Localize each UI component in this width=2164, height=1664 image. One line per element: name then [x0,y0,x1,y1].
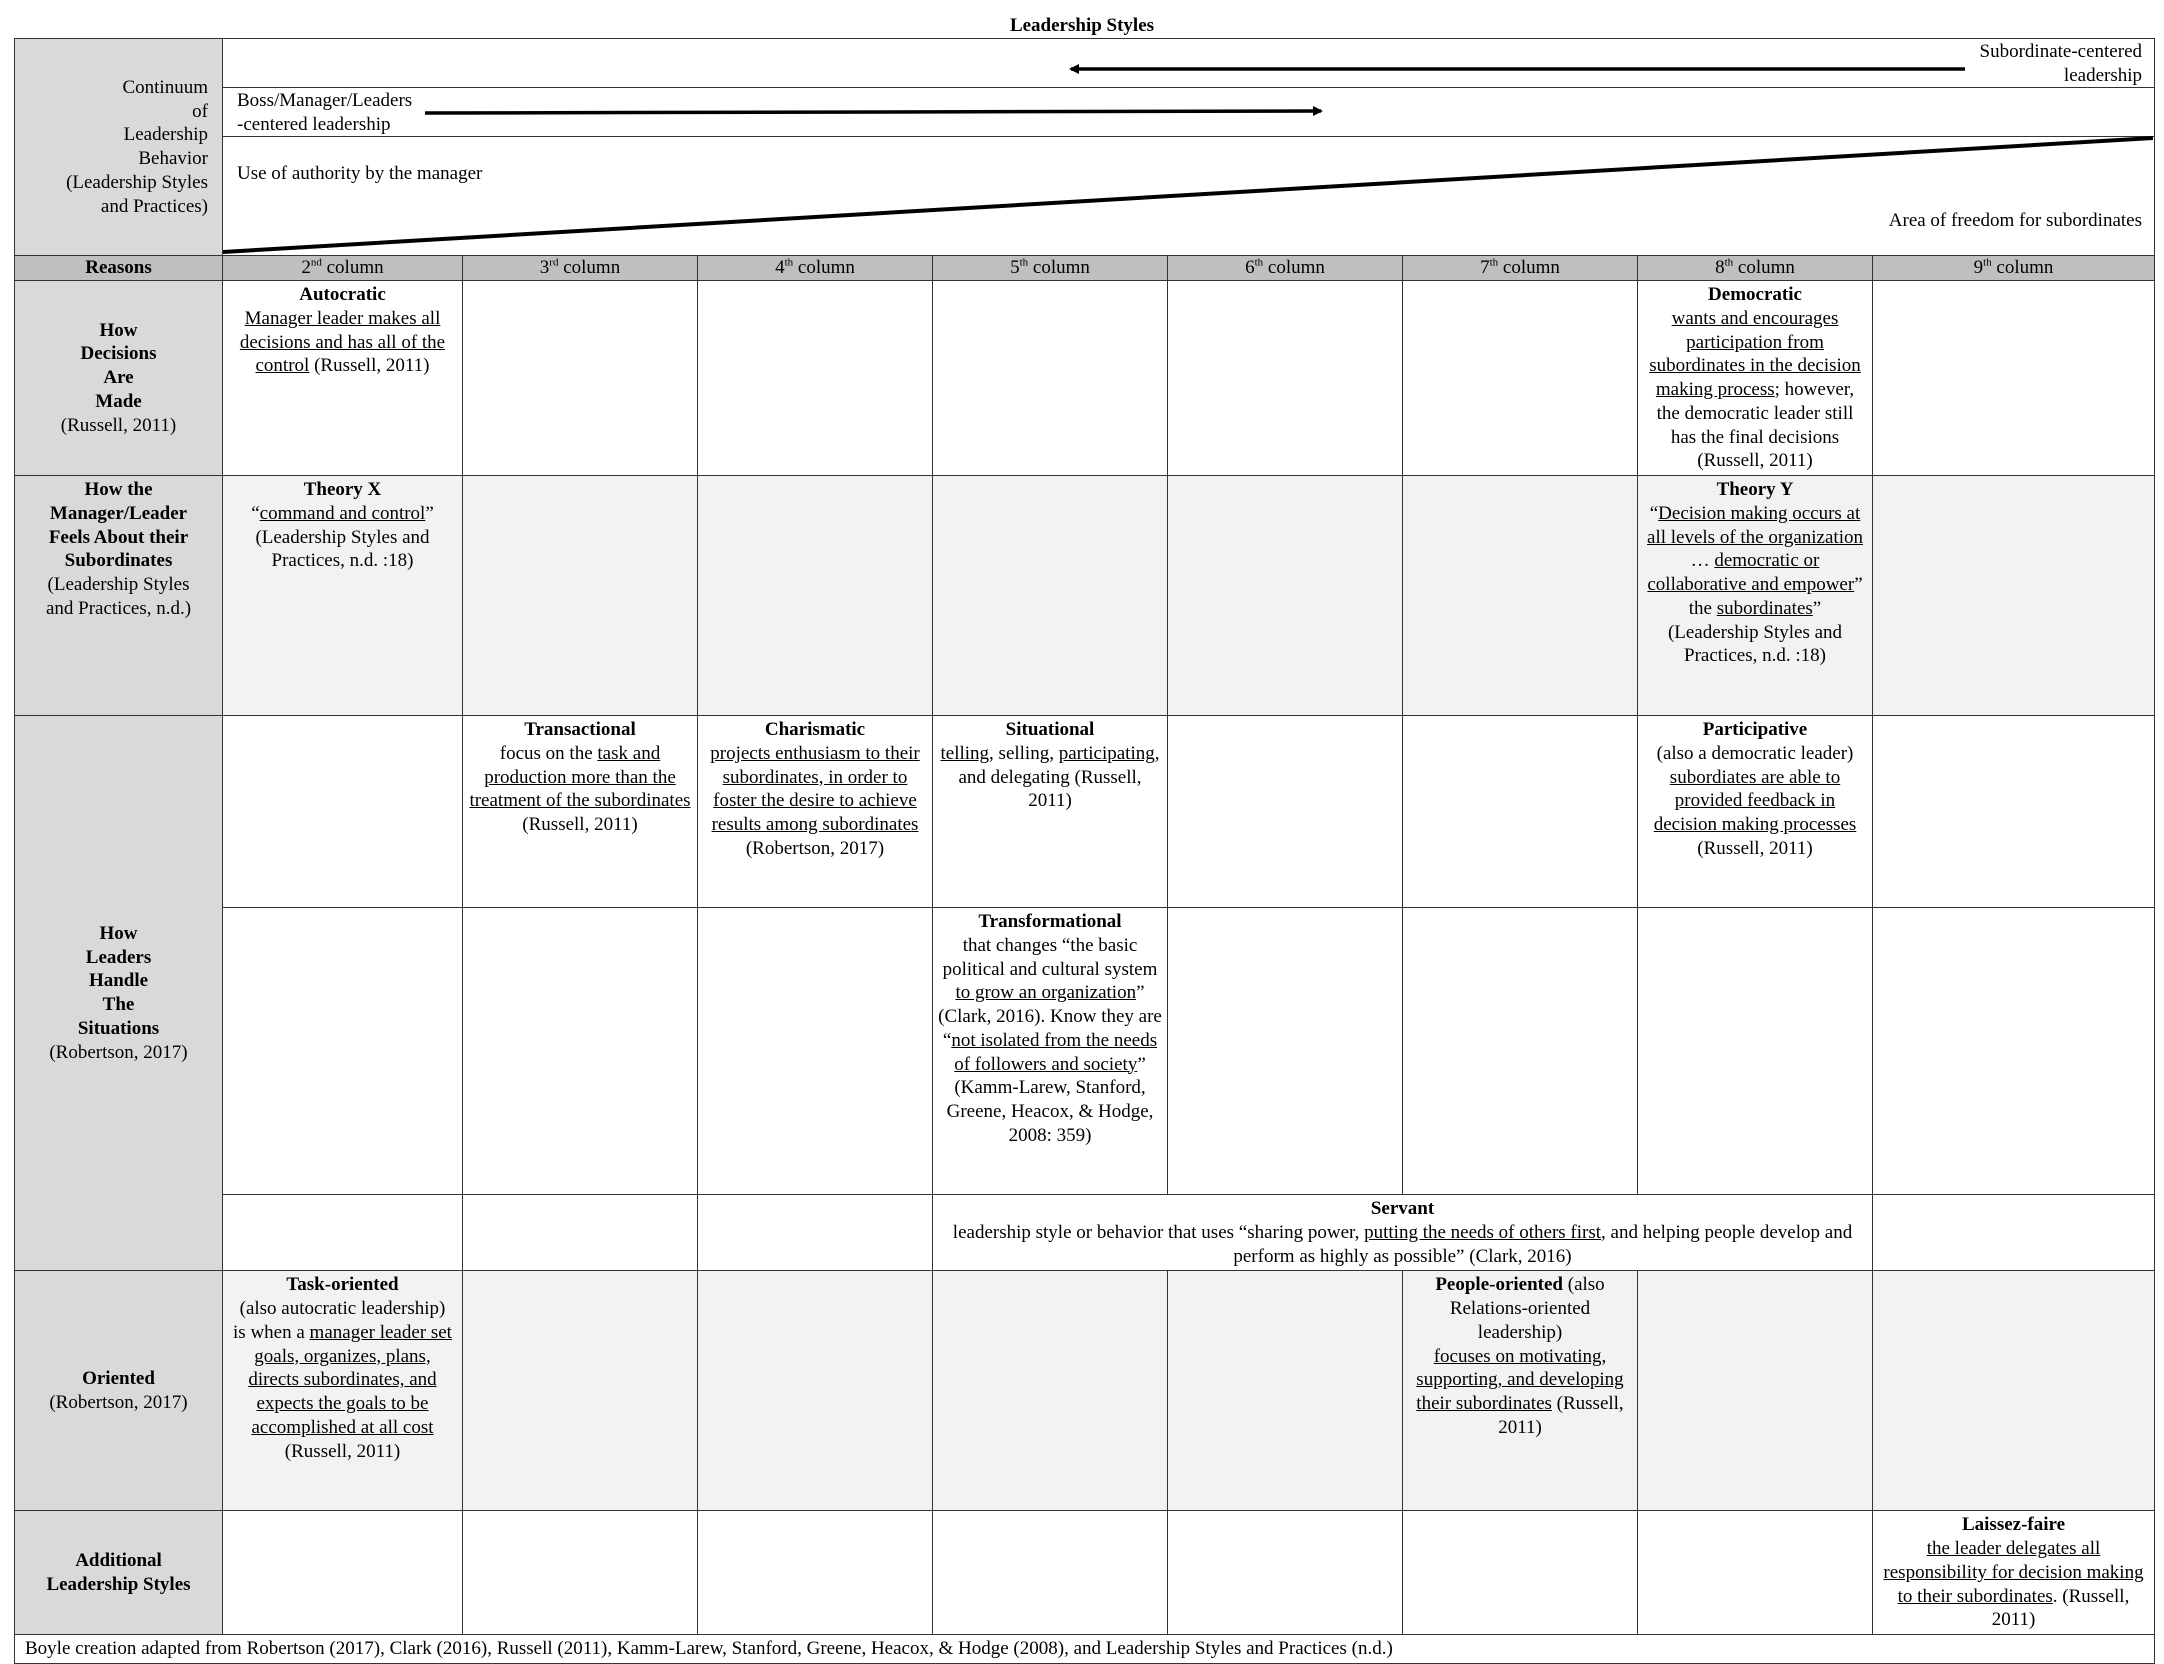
header-col-2: 2nd column [223,256,463,281]
laissez-faire-cell: Laissez-faire the leader delegates all responsibility for decision making to their subordinates. (Russell, 2011) [1873,1511,2155,1635]
people-oriented-cell: People-oriented (also Relations-oriented leadership) focuses on motivating, supporting, and developing their subordinates (Russell, 2011) [1403,1271,1638,1511]
continuum-diagram [223,39,2155,256]
header-col-9: 9th column [1873,256,2155,281]
subordinate-centered-label: Subordinate-centered leadership [1979,41,2142,86]
header-col-7: 7th column [1403,256,1638,281]
oriented-label: Oriented (Robertson, 2017) [15,1271,223,1511]
handle-row-3 [15,1195,2155,1271]
header-reasons: Reasons [15,256,223,281]
oriented-row [15,1271,2155,1511]
column-header-row [15,256,2155,281]
source-footnote: Boyle creation adapted from Robertson (2017), Clark (2016), Russell (2011), Kamm-Larew, Stanford, Greene, Heacox, & Hodge (2008), and Leadership Styles and Practices (n.d.) [15,1635,2155,1664]
right-arrow-icon [425,111,1321,113]
header-col-8: 8th column [1638,256,1873,281]
transactional-cell: Transactional focus on the task and production more than the treatment of the subordinates (Russell, 2011) [463,716,698,908]
theory-y-cell: Theory Y “Decision making occurs at all levels of the organization … democratic or collaborative and empower” the subordinates” (Leadership Styles and Practices, n.d. :18) [1638,476,1873,716]
diagonal-divider-line [223,138,2153,252]
feels-row [15,476,2155,716]
autocratic-cell: Autocratic Manager leader makes all decisions and has all of the control (Russell, 2011) [223,281,463,476]
situational-cell: Situational telling, selling, participating, and delegating (Russell, 2011) [933,716,1168,908]
charismatic-cell: Charismatic projects enthusiasm to their subordinates, in order to foster the desire to achieve results among subordinates (Robertson, 2017) [698,716,933,908]
handle-row-2 [15,908,2155,1195]
servant-cell: Servant leadership style or behavior that uses “sharing power, putting the needs of others first, and helping people develop and perform as highly as possible” (Clark, 2016) [933,1195,1873,1271]
continuum-row [15,39,2155,256]
header-col-4: 4th column [698,256,933,281]
freedom-label: Area of freedom for subordinates [1888,210,2142,231]
leadership-styles-table [14,38,2155,1664]
participative-cell: Participative (also a democratic leader) subordiates are able to provided feedback in decision making processes (Russell, 2011) [1638,716,1873,908]
footer-row [15,1635,2155,1664]
handle-row-1 [15,716,2155,908]
decisions-label: How Decisions Are Made (Russell, 2011) [15,281,223,476]
theory-x-cell: Theory X “command and control” (Leadership Styles and Practices, n.d. :18) [223,476,463,716]
feels-label: How the Manager/Leader Feels About their Subordinates (Leadership Styles and Practices, n.d.) [15,476,223,716]
continuum-arrows [223,39,2153,256]
header-col-3: 3rd column [463,256,698,281]
page-title: Leadership Styles [1009,15,1155,36]
boss-centered-label: Boss/Manager/Leaders -centered leadership [237,90,413,135]
continuum-label: Continuum of Leadership Behavior (Leadership Styles and Practices) [15,39,223,256]
additional-label: Additional Leadership Styles [15,1511,223,1635]
header-col-5: 5th column [933,256,1168,281]
header-col-6: 6th column [1168,256,1403,281]
decisions-row [15,281,2155,476]
authority-label: Use of authority by the manager [237,163,483,184]
democratic-cell: Democratic wants and encourages participation from subordinates in the decision making process; however, the democratic leader still has the final decisions (Russell, 2011) [1638,281,1873,476]
task-oriented-cell: Task-oriented (also autocratic leadership) is when a manager leader set goals, organizes, plans, directs subordinates, and expects the goals to be accomplished at all cost (Russell, 2011) [223,1271,463,1511]
additional-row [15,1511,2155,1635]
transformational-cell: Transformational that changes “the basic political and cultural system to grow an organization” (Clark, 2016). Know they are “not isolated from the needs of followers and society” (Kamm-Larew, Stanford, Greene, Heacox, & Hodge, 2008: 359) [933,908,1168,1195]
handle-label: How Leaders Handle The Situations (Robertson, 2017) [15,716,223,1271]
